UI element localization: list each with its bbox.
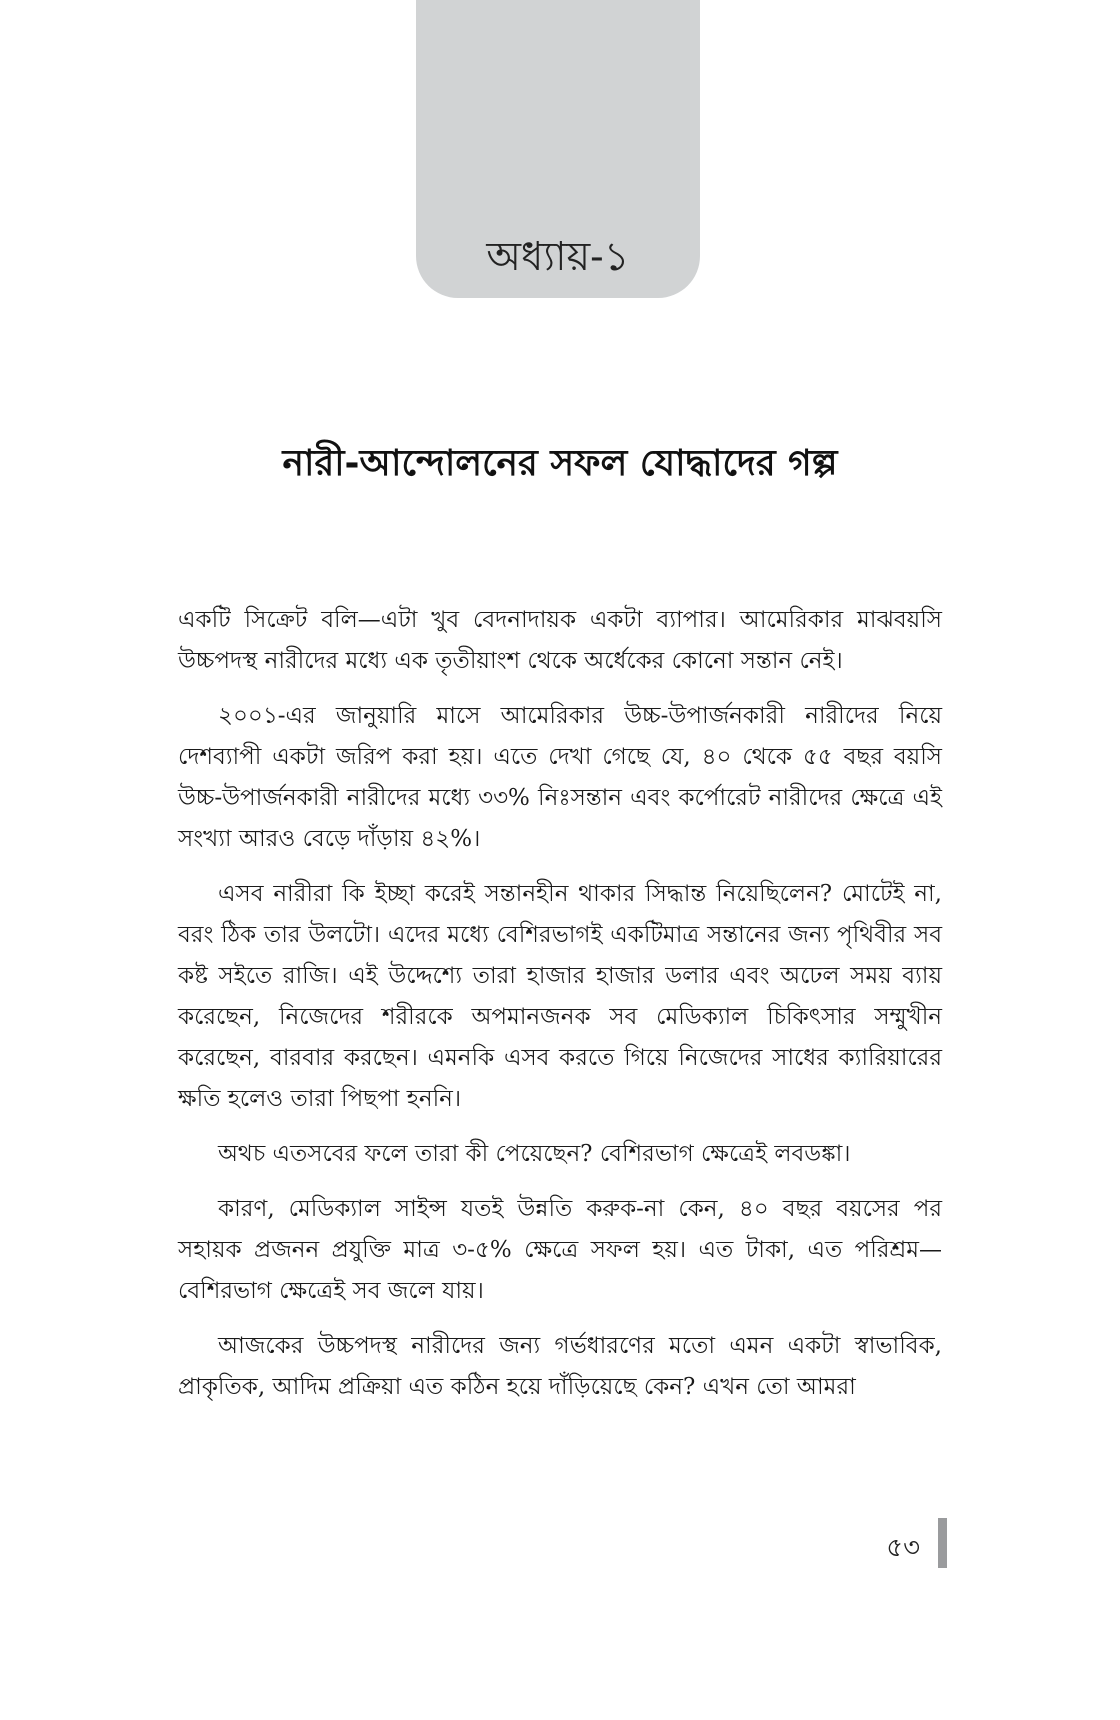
paragraph: অথচ এতসবের ফলে তারা কী পেয়েছেন? বেশিরভাগ ক্ষেত্রেই লবডঙ্কা।	[218, 1141, 851, 1167]
paragraph: একটি সিক্রেট বলি—এটা খুব বেদনাদায়ক একটা ব্যাপার। আমেরিকার মাঝবয়সি উচ্চপদস্থ নারীদের মধ্যে এক তৃতীয়াংশ থেকে অর্ধেকের কোনো সন্তান নেই।	[178, 607, 942, 674]
chapter-label: অধ্যায়-১	[486, 234, 630, 280]
paragraph: এসব নারীরা কি ইচ্ছা করেই সন্তানহীন থাকার সিদ্ধান্ত নিয়েছিলেন? মোটেই না, বরং ঠিক তার উলটো। এদের মধ্যে বেশিরভাগই একটিমাত্র সন্তানের জন্য পৃথিবীর সব কষ্ট সইতে রাজি। এই উদ্দেশ্যে তারা হাজার হাজার ডলার এবং অঢেল সময় ব্যায় করেছেন, নিজেদের শরীরকে অপমানজনক সব মেডিক্যাল চিকিৎসার সম্মুখীন করেছেন, বারবার করছেন। এমনকি এসব করতে গিয়ে নিজেদের সাধের ক্যারিয়ারের ক্ষতি হলেও তারা পিছপা হননি।	[178, 881, 942, 1112]
chapter-title: নারী-আন্দোলনের সফল যোদ্ধাদের গল্প	[282, 443, 838, 484]
paragraph: কারণ, মেডিক্যাল সাইন্স যতই উন্নতি করুক-না কেন, ৪০ বছর বয়সের পর সহায়ক প্রজনন প্রযুক্তি মাত্র ৩-৫% ক্ষেত্রে সফল হয়। এত টাকা, এত পরিশ্রম—বেশিরভাগ ক্ষেত্রেই সব জলে যায়।	[178, 1196, 942, 1304]
page-marker-bar	[938, 1518, 947, 1568]
body-text	[178, 600, 942, 1422]
paragraph: আজকের উচ্চপদস্থ নারীদের জন্য গর্ভধারণের মতো এমন একটা স্বাভাবিক, প্রাকৃতিক, আদিম প্রক্রিয়া এত কঠিন হয়ে দাঁড়িয়েছে কেন? এখন তো আমরা	[178, 1333, 942, 1400]
page-number: ৫৩	[886, 1533, 920, 1563]
chapter-tab	[416, 0, 700, 298]
paragraph: ২০০১-এর জানুয়ারি মাসে আমেরিকার উচ্চ-উপার্জনকারী নারীদের নিয়ে দেশব্যাপী একটা জরিপ করা হয়। এতে দেখা গেছে যে, ৪০ থেকে ৫৫ বছর বয়সি উচ্চ-উপার্জনকারী নারীদের মধ্যে ৩৩% নিঃসন্তান এবং কর্পোরেট নারীদের ক্ষেত্রে এই সংখ্যা আরও বেড়ে দাঁড়ায় ৪২%।	[178, 703, 942, 852]
